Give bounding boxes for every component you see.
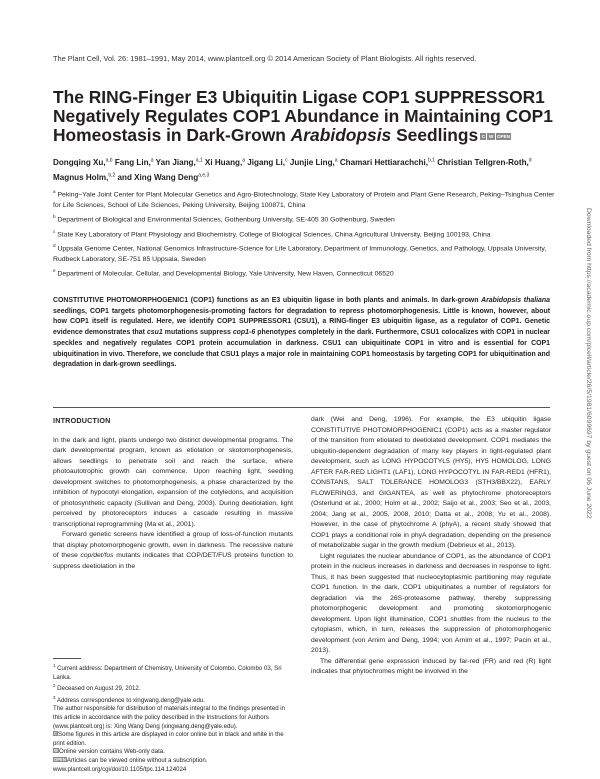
author: Fang Lin,$^a$: [114, 157, 154, 167]
author: Xi Huang,$^a$: [204, 157, 246, 167]
footnote: CSome figures in this article are displayed in color online but in black and white in the print edition.: [53, 731, 284, 747]
left-column: [53, 416, 293, 572]
affiliation: $^d$ Uppsala Genome Center, National Genomics Infrastructure-Science for Life Laboratory, Department of Immunology, Genetics, and Pathology, Uppsala University, Rudbeck Laboratory, SE-751 85 Uppsala, Sweden: [53, 243, 547, 264]
intro-paragraph: Light regulates the nuclear abundance of COP1, as the abundance of COP1 protein in the nucleus increases in darkness and decreases in response to light. Thus, it has been suggested that nucleocytoplasmic partitioning may regulate COP1 function. In the dark, COP1 ubiquitinates a number of regulators for degradation via the 26S-proteasome pathway, thereby suppressing photomorphogenic development and promoting skotomorphogenic development. Upon light illumination, COP1 shuttles from the nucleus to the cytoplasm, which, in turn, releases the suppression of photomorphogenic development (von Arnim and Deng, 1994; von Arnim et al., 1997; Pacin et al., 2013).: [311, 552, 551, 654]
author: Junjie Ling,$^a$: [289, 157, 338, 167]
web-only-icon: W: [54, 748, 58, 754]
color-figure-icon: C: [54, 731, 58, 737]
author: Dongqing Xu,$^{a,b}$: [53, 157, 113, 167]
footnote: WOnline version contains Web-only data.: [54, 748, 165, 756]
download-watermark: Downloaded from https://academic.oup.com/plcell/article/26/5/1981/6099697 by guest on 06 June 2022: [585, 208, 592, 519]
right-column: [311, 415, 551, 678]
footnote: $^3$ Address correspondence to xingwang.deng@yale.edu.: [53, 694, 205, 704]
affiliation: $^c$ State Key Laboratory of Plant Physiology and Biochemistry, College of Biological Sciences, China Agricultural University, Beijing 100193, China: [53, 228, 491, 238]
affiliation: $^a$ Peking–Yale Joint Center for Plant Molecular Genetics and Agro-Biotechnology, State Key Laboratory of Protein and Plant Gene Research, Peking–Tsinghua Center for Life Sciences, School of Life Sciences, Peking University, Beijing 100871, China: [53, 189, 555, 209]
author-list: [53, 154, 553, 184]
web-badge-icon: W: [488, 134, 494, 140]
doi-link[interactable]: www.plantcell.org/cgi/doi/10.1105/tpc.114.124024: [53, 765, 187, 773]
author: Jigang Li,$^c$: [247, 157, 288, 167]
footnote: OPENArticles can be viewed online without a subscription.: [54, 757, 208, 765]
author: Chamari Hettiarachchi,$^{b,1}$: [339, 157, 435, 167]
author: Yan Jiang,$^{a,1}$: [155, 157, 203, 167]
affiliation: $^b$ Department of Biological and Environmental Sciences, Gothenburg University, SE-405 30 Gothenburg, Sweden: [53, 214, 395, 224]
open-access-badge-icon: OPEN: [497, 134, 510, 140]
author: and Xing Wang Deng$^{a,e,3}$: [117, 171, 210, 182]
intro-paragraph: dark (Wei and Deng, 1996). For example, the E3 ubiquitin ligase CONSTITUTIVE PHOTOMORPHOGENIC1 (COP1) acts as a master regulator of the transition from etiolated to deetiolated development. COP1 mediates the ubiquitin-dependent degradation of many key players in light-regulated plant development, such as LONG HYPOCOTYL5 (HY5), HY5 HOMOLOG, LONG AFTER FAR-RED LIGHT1 (LAF1), LONG HYPOCOTYL IN FAR-RED1 (HFR1), CONSTANS, SALT TOLERANCE HOMOLOG3 (STH3/BBX22), EARLY FLOWERING3, and GIGANTEA, as well as phytochrome photoreceptors (Osterlund et al., 2000; Holm et al., 2002; Saijo et al., 2003; Seo et al., 2003, 2004; Jang et al., 2005, 2008, 2010; Datta et al., 2008; Yu et al., 2008). However, in the case of phytochrome A (phyA), a recent study showed that COP1 plays a conditional role in phyA degradation, depending on the presence of metabolizable sugar in the growth medium (Debrieux et al., 2013).: [311, 416, 551, 549]
section-divider: [53, 407, 550, 408]
title-text-end: Seedlings: [391, 125, 479, 146]
footnote-divider: [53, 658, 81, 659]
access-badges: [480, 129, 512, 148]
article-title: [53, 88, 553, 149]
color-badge-icon: C: [481, 134, 485, 140]
intro-paragraph: In the dark and light, plants undergo two distinct developmental programs. The dark developmental program, known as etiolation or skotomorphogenesis, allows seedlings to penetrate soil and reach the surface, where photoautotrophic growth can commence. Upon reaching light, seedling development switches to photomorphogenesis, a phase characterized by the inhibition of hypocotyl elongation, expansion of the cotyledons, and acquisition of photosynthetic capacity (Sullivan and Deng, 2003). During deetiolation, light perceived by photoreceptors induces a cascade resulting in massive transcriptional reprogramming (Ma et al., 2001).: [53, 436, 293, 528]
author: Christian Tellgren-Roth,$^d$: [437, 157, 532, 167]
affiliation-list: [53, 187, 558, 281]
journal-citation-header: The Plant Cell, Vol. 26: 1981–1991, May 2014, www.plantcell.org © 2014 American Society of Plant Biologists. All rights reserved.: [53, 54, 477, 63]
footnotes: [53, 658, 293, 774]
introduction-heading: INTRODUCTION: [53, 416, 111, 425]
open-access-icon: OPEN: [54, 757, 66, 763]
footnote: The author responsible for distribution of materials integral to the findings presented in this article in accordance with the policy described in the Instructions for Authors (www.plantcell.org) is: Xing Wang Deng (xingwang.deng@yale.edu).: [53, 705, 286, 730]
abstract: CONSTITUTIVE PHOTOMORPHOGENIC1 (COP1) functions as an E3 ubiquitin ligase in both plants and animals. In dark-grown Arabidopsis thaliana seedlings, COP1 targets photomorphogenesis-promoting factors for degradation to repress photomorphogenesis. Little is known, however, about how COP1 itself is regulated. Here, we identify COP1 SUPPRESSOR1 (CSU1), a RING-finger E3 ubiquitin ligase, as a regulator of COP1. Genetic evidence demonstrates that csu1 mutations suppress cop1-6 phenotypes completely in the dark. Furthermore, CSU1 colocalizes with COP1 in nuclear speckles and negatively regulates COP1 protein accumulation in darkness. CSU1 can ubiquitinate COP1 in vitro and is essential for COP1 ubiquitination in vivo. Therefore, we conclude that CSU1 plays a major role in maintaining COP1 homeostasis by targeting COP1 for ubiquitination and degradation in dark-grown seedlings.: [53, 297, 551, 369]
affiliation: $^e$ Department of Molecular, Cellular, and Developmental Biology, Yale University, New Haven, Connecticut 06520: [53, 268, 394, 278]
author: Magnus Holm,$^{b,2}$: [53, 171, 116, 182]
footnote: $^2$ Deceased on August 29, 2012.: [53, 683, 141, 693]
footnote: $^1$ Current address: Department of Chemistry, University of Colombo, Colombo 03, Sri Lanka.: [53, 663, 282, 681]
intro-paragraph: The differential gene expression induced by far-red (FR) and red (R) light indicates that phytochromes might be involved in the: [311, 657, 551, 675]
title-text: The RING-Finger E3 Ubiquitin Ligase COP1 SUPPRESSOR1 Negatively Regulates COP1 Abundance in Maintaining COP1 Homeostasis in Dark-Grown: [53, 87, 553, 146]
title-species: Arabidopsis: [290, 125, 392, 146]
intro-paragraph: Forward genetic screens have identified a group of loss-of-function mutants that display photomorphogenic growth, even in darkness. The recessive nature of these cop/det/fus mutants indicates that COP/DET/FUS proteins function to suppress deetiolation in the: [53, 531, 293, 570]
